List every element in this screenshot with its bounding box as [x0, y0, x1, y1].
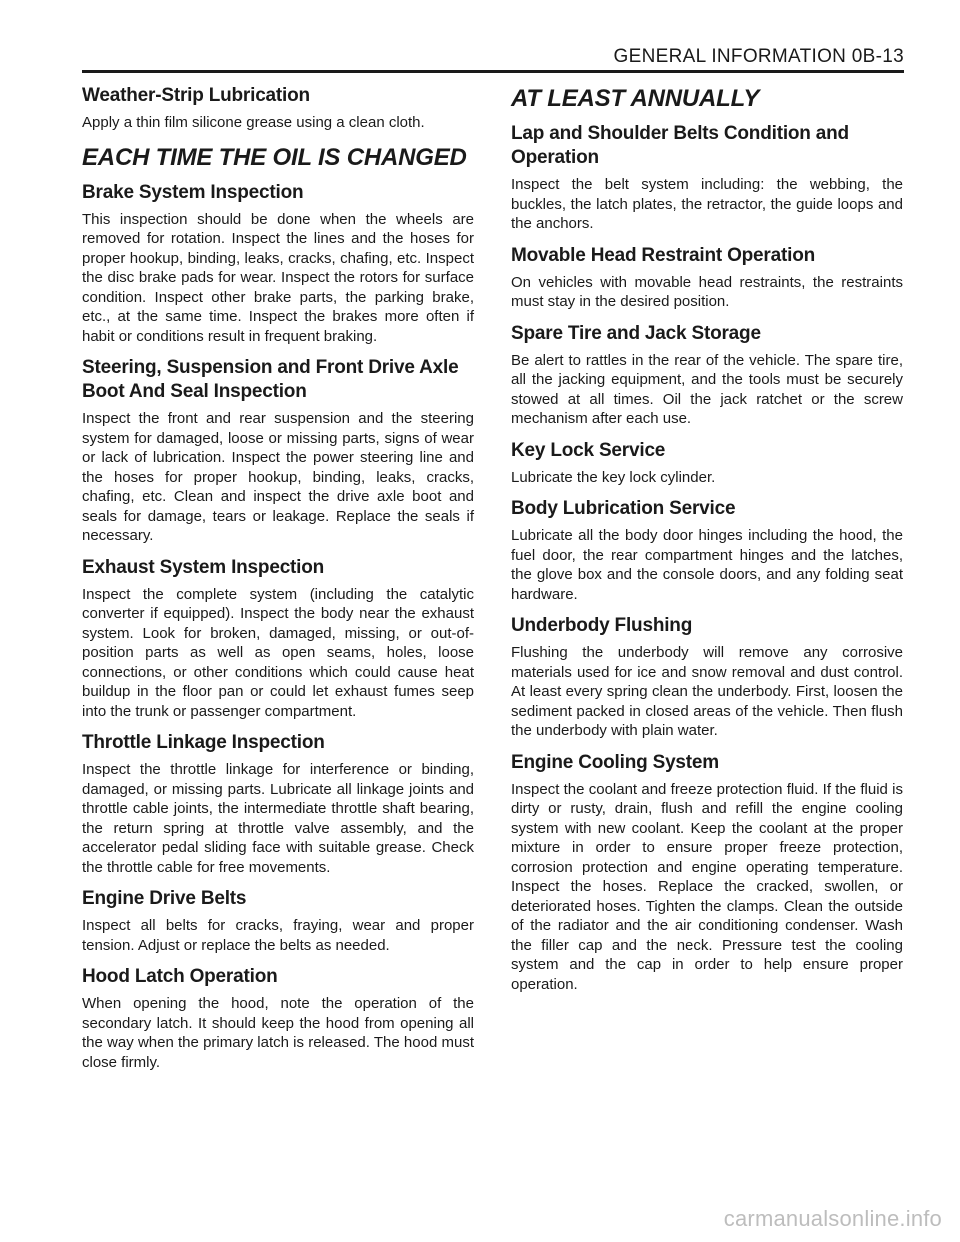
- section-weather-strip: [82, 84, 474, 133]
- section-heading: Throttle Linkage Inspection: [82, 732, 325, 753]
- section-spare-tire-jack: [511, 322, 903, 429]
- page-header-title: GENERAL INFORMATION 0B-13: [613, 46, 904, 67]
- section-heading: Steering, Suspension and Front Drive Axle Boot And Seal Inspection: [82, 357, 459, 402]
- section-text: Inspect the complete system (including the catalytic converter if equipped). Inspect the body near the exhaust system. Look for broken, damaged, missing, or out-of-position parts as well as open seams, holes, loose connections, or other conditions which could cause heat buildup in the floor pan or could let exhaust fumes seep into the trunk or passenger compartment.: [82, 585, 474, 720]
- major-heading-annually: AT LEAST ANNUALLY: [511, 85, 760, 112]
- section-engine-cooling: [511, 751, 903, 995]
- section-text: Inspect the belt system including: the webbing, the buckles, the latch plates, the retractor, the guide loops and the anchors.: [511, 176, 903, 232]
- section-text: Lubricate the key lock cylinder.: [511, 468, 716, 486]
- section-exhaust-system: [82, 556, 474, 722]
- section-text: Inspect the front and rear suspension and the steering system for damaged, loose or missing parts, signs of wear or lack of lubrication. Inspect the power steering line and the hoses for proper hookup, binding, leaks, cracks, chafing, etc. Clean and inspect the drive axle boot and seals for damage, tears or leakage. Replace the seals if necessary.: [82, 410, 474, 544]
- section-heading: Movable Head Restraint Operation: [511, 244, 816, 266]
- section-text: When opening the hood, note the operation of the secondary latch. It should keep the hood from opening all the way when the primary latch is released. The hood must close firmly.: [82, 995, 474, 1071]
- section-text: Lubricate all the body door hinges including the hood, the fuel door, the rear compartment hinges and the latches, the glove box and the console doors, and any folding seat hardware.: [511, 527, 903, 603]
- watermark: carmanualsonline.info: [723, 1206, 942, 1231]
- section-text: This inspection should be done when the wheels are removed for rotation. Inspect the lines and the hoses for proper hookup, binding, leaks, cracks, chafing, etc. Inspect the disc brake pads for wear. Inspect the rotors for surface condition. Inspect other brake parts, the parking brake, etc., at the same time. Inspect the brakes more often if habit or conditions result in frequent braking.: [82, 210, 474, 345]
- section-engine-drive-belts: [82, 887, 474, 955]
- page-header: [82, 46, 904, 73]
- section-steering-suspension: [82, 356, 474, 546]
- section-throttle-linkage: [82, 731, 474, 877]
- section-lap-shoulder-belts: [511, 122, 903, 234]
- section-heading: Spare Tire and Jack Storage: [511, 322, 761, 344]
- section-heading: Key Lock Service: [511, 439, 666, 461]
- section-heading: Hood Latch Operation: [82, 966, 278, 987]
- section-text: Apply a thin film silicone grease using a clean cloth.: [82, 114, 425, 131]
- section-text: Inspect the throttle linkage for interference or binding, damaged, or missing parts. Lubricate all linkage joints and throttle cable joints, the intermediate throttle shaft bearing, the return spring at throttle valve assembly, and the accelerator pedal sliding face with suitable grease. Check the throttle cable for free movements.: [82, 761, 474, 876]
- section-heading: Lap and Shoulder Belts Condition and Operation: [511, 123, 849, 168]
- section-underbody-flushing: [511, 614, 903, 741]
- right-column: [511, 84, 903, 1004]
- section-head-restraint: [511, 244, 903, 312]
- section-body-lubrication: [511, 497, 903, 604]
- section-heading: Brake System Inspection: [82, 181, 304, 203]
- section-key-lock: [511, 439, 903, 488]
- major-heading-oil-change: EACH TIME THE OIL IS CHANGED: [82, 143, 467, 171]
- section-heading: Weather-Strip Lubrication: [82, 85, 310, 106]
- section-heading: Body Lubrication Service: [511, 498, 736, 519]
- section-hood-latch: [82, 965, 474, 1072]
- section-brake-system: [82, 181, 474, 347]
- section-heading: Engine Drive Belts: [82, 888, 247, 909]
- left-column: [82, 84, 474, 1082]
- section-text: Inspect the coolant and freeze protection fluid. If the fluid is dirty or rusty, drain, flush and refill the engine cooling system with new coolant. Keep the coolant at the proper mixture in order to ensure proper freeze protection, corrosion protection and engine operating temperature. Inspect the hoses. Replace the cracked, swollen, or deteriorated hoses. Tighten the clamps. Clean the outside of the radiator and the air conditioning condenser. Wash the filler cap and the neck. Pressure test the cooling system and the cap in order to help ensure proper operation.: [511, 780, 903, 993]
- section-heading: Exhaust System Inspection: [82, 556, 325, 578]
- section-heading: Engine Cooling System: [511, 751, 719, 773]
- section-text: Be alert to rattles in the rear of the vehicle. The spare tire, all the jacking equipment, and the tools must be securely stowed at all times. Oil the jack ratchet or the screw mechanism after each use.: [511, 351, 903, 427]
- section-heading: Underbody Flushing: [511, 615, 693, 636]
- section-text: On vehicles with movable head restraints, the restraints must stay in the desired position.: [511, 273, 903, 310]
- section-text: Inspect all belts for cracks, fraying, wear and proper tension. Adjust or replace the belts as needed.: [82, 917, 474, 954]
- section-text: Flushing the underbody will remove any corrosive materials used for ice and snow removal and dust control. At least every spring clean the underbody. First, loosen the sediment packed in closed areas of the vehicle. Then flush the underbody with plain water.: [511, 644, 903, 739]
